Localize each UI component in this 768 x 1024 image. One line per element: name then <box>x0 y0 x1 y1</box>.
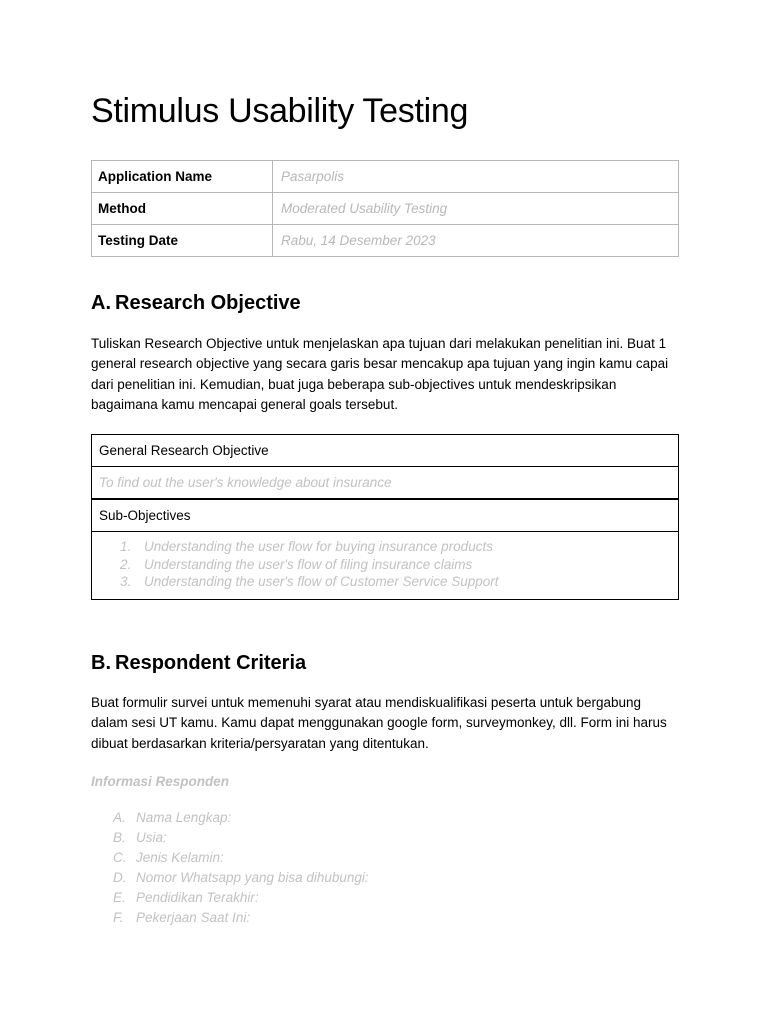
list-letter: A. <box>113 810 126 825</box>
general-objective-label: General Research Objective <box>92 435 678 467</box>
section-number: B. <box>91 652 111 674</box>
list-item <box>120 538 678 556</box>
list-item <box>120 573 678 591</box>
list-item <box>91 888 369 908</box>
list-item <box>91 848 369 868</box>
respondent-form-list <box>91 808 369 928</box>
list-item <box>91 828 369 848</box>
list-text: Pendidikan Terakhir: <box>136 890 259 905</box>
meta-label: Testing Date <box>92 225 273 257</box>
table-row <box>92 193 679 225</box>
list-letter: F. <box>113 910 124 925</box>
list-letter: E. <box>113 890 126 905</box>
list-number: 2. <box>120 556 132 572</box>
list-text: Nomor Whatsapp yang bisa dihubungi: <box>136 870 369 885</box>
table-row <box>92 161 679 193</box>
section-a-heading <box>91 292 301 315</box>
list-text: Nama Lengkap: <box>136 810 232 825</box>
list-text: Understanding the user's flow of Customer Service Support <box>144 574 499 589</box>
list-letter: C. <box>113 850 127 865</box>
list-item <box>91 868 369 888</box>
list-letter: D. <box>113 870 127 885</box>
sub-objectives-label: Sub-Objectives <box>92 500 678 532</box>
form-heading: Informasi Responden <box>91 774 230 789</box>
section-number: A. <box>91 292 111 314</box>
list-letter: B. <box>113 830 126 845</box>
list-number: 3. <box>120 574 132 589</box>
list-text: Understanding the user's flow of filing insurance claims <box>144 556 473 572</box>
general-objective-value: To find out the user's knowledge about insurance <box>92 467 678 500</box>
meta-table <box>91 160 679 257</box>
list-item <box>91 808 369 828</box>
section-b-heading <box>91 652 306 675</box>
meta-label: Application Name <box>92 161 273 193</box>
list-text: Understanding the user flow for buying insurance products <box>144 539 493 554</box>
list-number: 1. <box>120 539 132 554</box>
meta-label: Method <box>92 193 273 225</box>
page-title: Stimulus Usability Testing <box>91 92 469 130</box>
section-title: Research Objective <box>115 292 301 314</box>
section-title: Respondent Criteria <box>115 652 307 674</box>
section-b-paragraph: Buat formulir survei untuk memenuhi syarat atau mendiskualifikasi peserta untuk bergabung dalam sesi UT kamu. Kamu dapat menggunakan google form, surveymonkey, dll. Form ini harus dibuat berdasarkan kriteria/persyaratan yang ditentukan. <box>91 695 667 751</box>
section-a-paragraph: Tuliskan Research Objective untuk menjelaskan apa tujuan dari melakukan penelitian ini. Buat 1 general research objective yang secara garis besar mencakup apa tujuan yang ingin kamu capai dari penelitian ini. Kemudian, buat juga beberapa sub-objectives untuk mendeskripsikan bagaimana kamu mencapai general goals tersebut. <box>91 336 669 412</box>
meta-value: Moderated Usability Testing <box>273 193 679 225</box>
list-text: Pekerjaan Saat Ini: <box>136 910 251 925</box>
objective-table <box>91 434 679 600</box>
list-text: Usia: <box>136 830 167 845</box>
list-item <box>120 556 678 574</box>
sub-objectives-list <box>92 532 678 599</box>
table-row <box>92 225 679 257</box>
list-text: Jenis Kelamin: <box>136 850 224 865</box>
meta-value: Pasarpolis <box>273 161 679 193</box>
list-item <box>91 908 369 928</box>
meta-value: Rabu, 14 Desember 2023 <box>273 225 679 257</box>
